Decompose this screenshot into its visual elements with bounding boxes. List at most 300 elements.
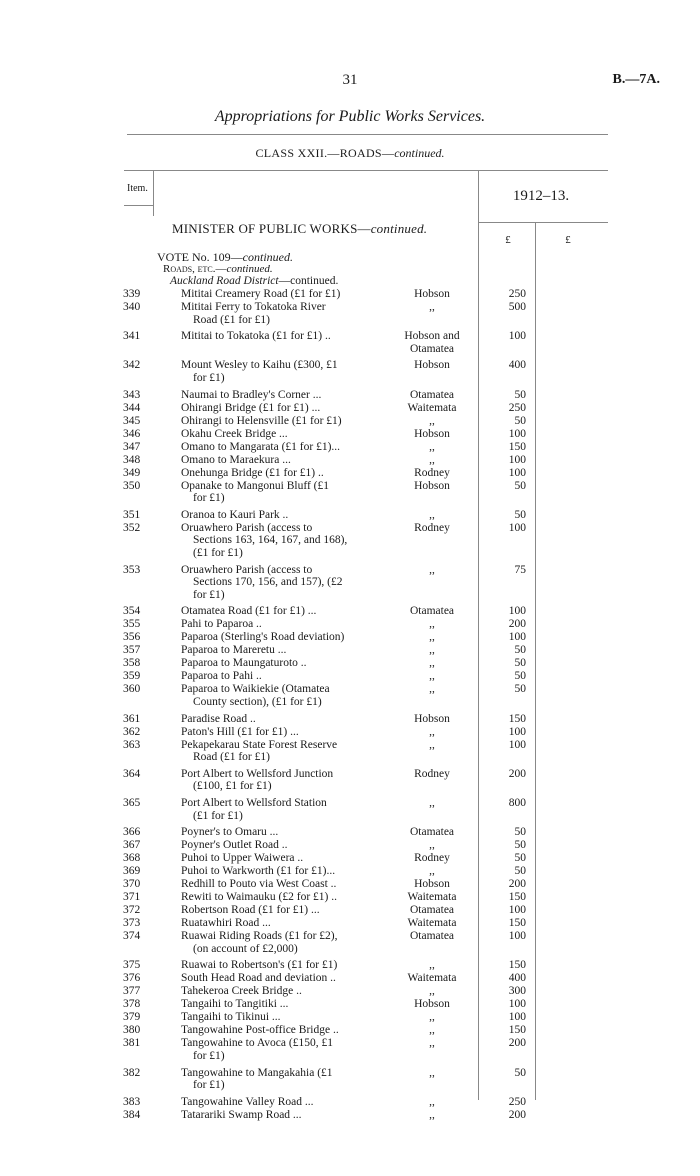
location-line: ,, [429, 657, 435, 670]
item-description [181, 768, 381, 793]
year-column-header: 1912–13. [512, 188, 570, 204]
description-line: Oruawhero Parish (access to [181, 521, 313, 534]
description-line: Tangaihi to Tangitiki ... [181, 998, 289, 1011]
item-location [390, 467, 474, 480]
description-line: Paparoa (Sterling's Road deviation) [181, 631, 345, 644]
description-line: Rewiti to Waimauku (£2 for £1) .. [181, 891, 338, 904]
location-line: Hobson [414, 359, 450, 372]
location-line: Rodney [414, 767, 450, 780]
location-line: ,, [429, 453, 435, 466]
year-header-rule [478, 222, 608, 223]
item-number: 380 [123, 1024, 141, 1037]
location-line: Waitemata [407, 972, 457, 985]
description-line: Paparoa to Mareretu ... [181, 644, 287, 657]
description-line: Robertson Road (£1 for £1) ... [181, 904, 320, 917]
item-number: 375 [123, 959, 141, 972]
item-number: 372 [123, 904, 141, 917]
description-continuation: Sections 170, 156, and 157), (£2 [193, 576, 343, 589]
item-location [390, 985, 474, 998]
location-line: Otamatea [409, 342, 455, 355]
description-line: Tangowahine Valley Road ... [181, 1095, 314, 1108]
item-amount: 50 [514, 657, 526, 670]
description-line: Omano to Maraekura ... [181, 453, 291, 466]
description-line: Paparoa to Maungaturoto .. [181, 657, 307, 670]
item-amount: 250 [508, 288, 526, 300]
minister-heading-continued: continued. [370, 221, 428, 236]
district-heading [170, 275, 338, 287]
item-location [390, 644, 474, 657]
item-location [390, 1024, 474, 1037]
item-number: 376 [123, 972, 141, 985]
item-location [390, 959, 474, 972]
item-number: 341 [123, 330, 141, 343]
item-amount: 50 [514, 839, 526, 852]
item-amount: 100 [508, 725, 526, 738]
description-line: Onehunga Bridge (£1 for £1) .. [181, 466, 324, 479]
item-number: 348 [123, 453, 141, 466]
currency-symbol-1: £ [505, 234, 511, 246]
item-amount: 150 [508, 440, 526, 453]
location-line: ,, [429, 414, 435, 427]
item-description [181, 330, 381, 343]
description-line: Omano to Mangarata (£1 for £1)... [181, 440, 341, 453]
description-continuation: for £1) [193, 588, 225, 601]
item-description [181, 454, 381, 467]
class-heading-main: CLASS XXII.—ROADS— [255, 146, 395, 160]
description-continuation: for £1) [193, 371, 225, 384]
location-line: Waitemata [407, 891, 457, 904]
location-line: ,, [429, 1011, 435, 1024]
item-number: 343 [123, 388, 141, 401]
item-number: 382 [123, 1066, 141, 1079]
description-line: Redhill to Pouto via West Coast .. [181, 878, 337, 891]
item-location [390, 509, 474, 522]
location-line: Otamatea [409, 904, 455, 917]
item-amount: 100 [508, 453, 526, 466]
item-number: 365 [123, 797, 141, 809]
item-number: 371 [123, 891, 141, 904]
description-line: Puhoi to Warkworth (£1 for £1)... [181, 865, 336, 878]
district-heading-continued: —continued. [278, 275, 339, 287]
item-number: 346 [123, 427, 141, 440]
item-location [390, 454, 474, 467]
description-line: Tangowahine Post-office Bridge .. [181, 1024, 339, 1037]
item-description [181, 480, 381, 505]
class-heading [0, 146, 700, 161]
location-line: ,, [429, 725, 435, 738]
item-amount: 50 [514, 865, 526, 878]
description-line: Oruawhero Parish (access to [181, 563, 313, 576]
item-location [390, 1067, 474, 1080]
item-number: 362 [123, 725, 141, 738]
item-amount: 50 [514, 479, 526, 492]
item-location [390, 301, 474, 314]
description-line: Ohirangi Bridge (£1 for £1) ... [181, 401, 321, 414]
item-amount: 250 [508, 401, 526, 414]
description-line: Otamatea Road (£1 for £1) ... [181, 605, 317, 618]
item-number: 342 [123, 359, 141, 372]
location-line: Rodney [414, 521, 450, 534]
item-number: 361 [123, 712, 141, 725]
item-location [390, 605, 474, 618]
description-line: Tangowahine to Avoca (£150, £1 [181, 1037, 333, 1050]
amount-column-divider [478, 170, 479, 1100]
item-column-header: Item. [127, 183, 148, 194]
item-number: 369 [123, 865, 141, 878]
description-line: Tangowahine to Mangakahia (£1 [181, 1066, 333, 1079]
item-description [181, 797, 381, 822]
description-line: Ruatawhiri Road ... [181, 917, 271, 930]
item-description [181, 605, 381, 618]
location-line: ,, [429, 839, 435, 852]
description-line: Ohirangi to Helensville (£1 for £1) [181, 414, 342, 427]
item-number: 352 [123, 521, 141, 534]
location-line: Hobson and [404, 330, 460, 343]
item-number: 344 [123, 401, 141, 414]
description-continuation: (£100, £1 for £1) [193, 780, 272, 793]
item-description [181, 930, 381, 955]
description-continuation: (on account of £2,000) [193, 942, 298, 955]
description-line: Paparoa to Pahi .. [181, 670, 262, 683]
description-continuation: (£1 for £1) [193, 809, 243, 822]
item-description [181, 713, 381, 726]
item-amount: 100 [508, 521, 526, 534]
description-continuation: for £1) [193, 1049, 225, 1062]
description-line: Paton's Hill (£1 for £1) ... [181, 725, 299, 738]
item-description [181, 1096, 381, 1109]
item-description [181, 389, 381, 402]
item-amount: 150 [508, 891, 526, 904]
item-description [181, 891, 381, 904]
item-location [390, 428, 474, 441]
item-amount: 100 [508, 427, 526, 440]
item-amount: 50 [514, 508, 526, 521]
item-description [181, 415, 381, 428]
item-description [181, 288, 381, 301]
description-line: Tatarariki Swamp Road ... [181, 1108, 302, 1121]
item-number: 349 [123, 466, 141, 479]
location-line: Otamatea [409, 826, 455, 839]
item-number: 355 [123, 618, 141, 631]
item-description [181, 301, 381, 326]
location-line: Rodney [414, 466, 450, 479]
location-line: Waitemata [407, 401, 457, 414]
description-line: Pekapekarau State Forest Reserve [181, 738, 338, 751]
item-location [390, 657, 474, 670]
item-number: 350 [123, 479, 141, 492]
description-continuation: (£1 for £1) [193, 546, 243, 559]
item-description [181, 878, 381, 891]
item-location [390, 1037, 474, 1050]
item-amount: 800 [508, 797, 526, 809]
description-continuation: Sections 163, 164, 167, and 168), [193, 534, 348, 547]
item-amount: 50 [514, 414, 526, 427]
item-location [390, 631, 474, 644]
item-number: 373 [123, 917, 141, 930]
item-location [390, 998, 474, 1011]
item-amount: 250 [508, 1095, 526, 1108]
item-amount: 100 [508, 631, 526, 644]
item-description [181, 359, 381, 384]
item-number: 357 [123, 644, 141, 657]
description-continuation: for £1) [193, 1079, 225, 1092]
location-line: Rodney [414, 852, 450, 865]
item-amount: 100 [508, 930, 526, 943]
location-line: ,, [429, 1108, 435, 1121]
item-location [390, 852, 474, 865]
description-line: Oranoa to Kauri Park .. [181, 508, 289, 521]
item-number: 379 [123, 1011, 141, 1024]
table-top-rule [124, 170, 608, 171]
item-description [181, 1067, 381, 1092]
item-column-divider [153, 170, 154, 216]
location-line: ,, [429, 644, 435, 657]
description-continuation: County section), (£1 for £1) [193, 695, 322, 708]
item-amount: 300 [508, 985, 526, 998]
item-location [390, 797, 474, 810]
item-number: 358 [123, 657, 141, 670]
item-number: 353 [123, 563, 141, 576]
item-amount: 50 [514, 670, 526, 683]
location-line: Otamatea [409, 605, 455, 618]
item-amount: 100 [508, 998, 526, 1011]
item-number: 363 [123, 738, 141, 751]
item-location [390, 288, 474, 301]
item-amount: 100 [508, 904, 526, 917]
location-line: ,, [429, 738, 435, 751]
page-number: 31 [342, 72, 358, 88]
item-description [181, 959, 381, 972]
item-number: 364 [123, 767, 141, 780]
item-description [181, 509, 381, 522]
description-line: Ruawai Riding Roads (£1 for £2), [181, 930, 338, 943]
location-line: Hobson [414, 288, 450, 300]
location-line: Hobson [414, 427, 450, 440]
item-number: 383 [123, 1095, 141, 1108]
description-continuation: for £1) [193, 492, 225, 505]
item-amount: 150 [508, 959, 526, 972]
item-location [390, 865, 474, 878]
item-description [181, 564, 381, 602]
item-description [181, 726, 381, 739]
roads-heading [163, 263, 273, 275]
item-location [390, 768, 474, 781]
item-description [181, 904, 381, 917]
item-number: 356 [123, 631, 141, 644]
item-description [181, 618, 381, 631]
description-line: Port Albert to Wellsford Junction [181, 767, 334, 780]
item-number: 351 [123, 508, 141, 521]
item-amount: 100 [508, 330, 526, 343]
description-line: Ruawai to Robertson's (£1 for £1) [181, 959, 338, 972]
item-number: 367 [123, 839, 141, 852]
roads-heading-continued: continued. [226, 263, 273, 275]
item-description [181, 670, 381, 683]
item-location [390, 522, 474, 535]
location-line: ,, [429, 683, 435, 696]
district-heading-main: Auckland Road District [170, 275, 279, 287]
item-location [390, 930, 474, 943]
item-description [181, 1037, 381, 1062]
class-heading-continued: continued. [394, 146, 445, 160]
location-line: ,, [429, 563, 435, 576]
location-line: ,, [429, 631, 435, 644]
description-line: Puhoi to Upper Waiwera .. [181, 852, 304, 865]
item-description [181, 644, 381, 657]
item-number: 378 [123, 998, 141, 1011]
item-location [390, 891, 474, 904]
location-line: ,, [429, 618, 435, 631]
item-location [390, 904, 474, 917]
item-number: 345 [123, 414, 141, 427]
item-amount: 50 [514, 852, 526, 865]
item-description [181, 1024, 381, 1037]
location-line: ,, [429, 508, 435, 521]
item-description [181, 441, 381, 454]
item-location [390, 670, 474, 683]
item-description [181, 402, 381, 415]
item-location [390, 713, 474, 726]
minister-heading [172, 221, 427, 237]
item-amount: 150 [508, 712, 526, 725]
item-location [390, 917, 474, 930]
item-description [181, 683, 381, 708]
location-line: ,, [429, 670, 435, 683]
item-description [181, 739, 381, 764]
item-number: 384 [123, 1108, 141, 1121]
item-location [390, 389, 474, 402]
location-line: Waitemata [407, 917, 457, 930]
description-line: South Head Road and deviation .. [181, 972, 336, 985]
item-location [390, 726, 474, 739]
description-line: Paparoa to Waikiekie (Otamatea [181, 683, 330, 696]
item-amount: 50 [514, 683, 526, 696]
item-description [181, 826, 381, 839]
item-description [181, 522, 381, 560]
item-amount: 50 [514, 1066, 526, 1079]
location-line: ,, [429, 959, 435, 972]
location-line: ,, [429, 865, 435, 878]
item-location [390, 826, 474, 839]
item-amount: 200 [508, 767, 526, 780]
item-amount: 150 [508, 1024, 526, 1037]
roads-heading-main: Roads, etc.— [163, 263, 227, 275]
item-amount: 100 [508, 1011, 526, 1024]
location-line: ,, [429, 1095, 435, 1108]
description-line: Poyner's Outlet Road .. [181, 839, 288, 852]
document-code: B.—7A. [612, 72, 660, 87]
item-number: 377 [123, 985, 141, 998]
description-line: Mount Wesley to Kaihu (£300, £1 [181, 359, 338, 372]
item-number: 370 [123, 878, 141, 891]
item-location [390, 878, 474, 891]
item-amount: 400 [508, 972, 526, 985]
description-line: Okahu Creek Bridge ... [181, 427, 288, 440]
location-line: Otamatea [409, 930, 455, 943]
item-number: 347 [123, 440, 141, 453]
location-line: Hobson [414, 998, 450, 1011]
location-line: Hobson [414, 479, 450, 492]
item-amount: 200 [508, 618, 526, 631]
item-amount: 100 [508, 466, 526, 479]
amount-sub-divider [535, 222, 536, 1100]
item-amount: 200 [508, 1037, 526, 1050]
currency-symbol-2: £ [565, 234, 571, 246]
item-number: 374 [123, 930, 141, 943]
item-amount: 500 [508, 301, 526, 313]
description-line: Tahekeroa Creek Bridge .. [181, 985, 302, 998]
item-amount: 200 [508, 1108, 526, 1121]
item-description [181, 972, 381, 985]
description-continuation: Road (£1 for £1) [193, 751, 270, 764]
item-amount: 50 [514, 826, 526, 839]
location-line: ,, [429, 440, 435, 453]
item-location [390, 359, 474, 372]
item-description [181, 839, 381, 852]
item-location [390, 1109, 474, 1122]
item-location [390, 480, 474, 493]
item-number: 366 [123, 826, 141, 839]
item-description [181, 657, 381, 670]
location-line: ,, [429, 985, 435, 998]
vote-heading-main: VOTE No. 109— [157, 250, 243, 264]
item-location [390, 972, 474, 985]
item-amount: 400 [508, 359, 526, 372]
location-line: Otamatea [409, 388, 455, 401]
item-location [390, 1096, 474, 1109]
item-location [390, 618, 474, 631]
item-number: 368 [123, 852, 141, 865]
location-line: ,, [429, 1066, 435, 1079]
location-line: Hobson [414, 878, 450, 891]
item-location [390, 415, 474, 428]
item-number: 340 [123, 301, 141, 313]
description-continuation: Road (£1 for £1) [193, 313, 270, 326]
item-description [181, 998, 381, 1011]
item-description [181, 917, 381, 930]
description-line: Mititai Ferry to Tokatoka River [181, 301, 326, 313]
item-location [390, 441, 474, 454]
location-line: ,, [429, 1024, 435, 1037]
item-number: 359 [123, 670, 141, 683]
item-description [181, 985, 381, 998]
item-amount: 200 [508, 878, 526, 891]
item-amount: 150 [508, 917, 526, 930]
item-location [390, 1011, 474, 1024]
description-line: Pahi to Paparoa .. [181, 618, 262, 631]
item-number: 354 [123, 605, 141, 618]
description-line: Opanake to Mangonui Bluff (£1 [181, 479, 329, 492]
item-location [390, 564, 474, 577]
heading-rule [127, 134, 608, 135]
vote-heading-continued: continued. [242, 250, 293, 264]
item-number: 339 [123, 288, 141, 300]
item-amount: 50 [514, 644, 526, 657]
item-location [390, 683, 474, 696]
item-description [181, 865, 381, 878]
item-description [181, 428, 381, 441]
location-line: ,, [429, 1037, 435, 1050]
page-heading: Appropriations for Public Works Services. [214, 108, 486, 125]
item-number: 360 [123, 683, 141, 696]
item-location [390, 839, 474, 852]
item-description [181, 631, 381, 644]
item-amount: 50 [514, 388, 526, 401]
item-location [390, 402, 474, 415]
description-line: Poyner's to Omaru ... [181, 826, 279, 839]
description-line: Paradise Road .. [181, 712, 256, 725]
item-header-rule [124, 205, 153, 206]
